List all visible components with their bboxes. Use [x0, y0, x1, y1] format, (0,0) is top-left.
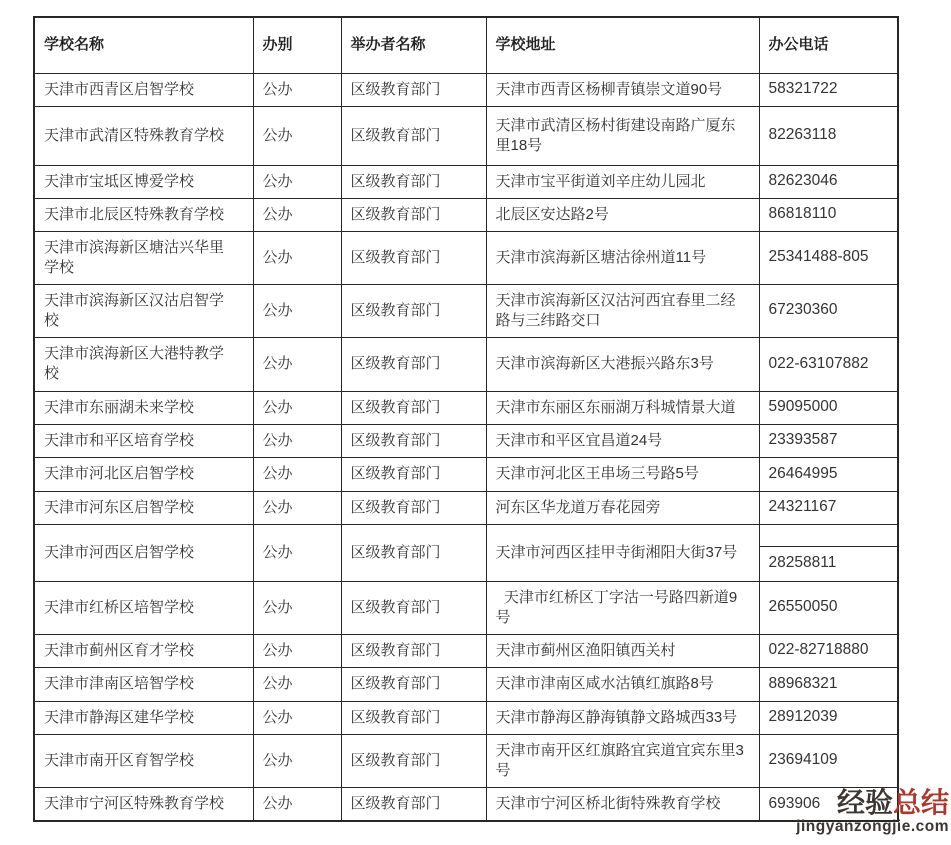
- school-address-cell: 天津市宝平街道刘辛庄幼儿园北: [486, 165, 759, 198]
- school-type-cell: 公办: [253, 734, 341, 787]
- table-row: [34, 524, 898, 581]
- office-phone-cell: 25341488-805: [759, 231, 898, 284]
- school-type-cell: 公办: [253, 787, 341, 821]
- organizer-cell: 区级教育部门: [341, 165, 486, 198]
- table-row: [34, 337, 898, 391]
- school-name-cell: 天津市北辰区特殊教育学校: [34, 198, 253, 231]
- school-address-cell: 天津市静海区静海镇静文路城西33号: [486, 701, 759, 734]
- school-address-cell: 天津市和平区宜昌道24号: [486, 424, 759, 457]
- watermark-text-red: 总结: [892, 787, 949, 818]
- school-name-cell: 天津市南开区育智学校: [34, 734, 253, 787]
- school-address-cell: 天津市东丽区东丽湖万科城情景大道: [486, 391, 759, 424]
- table-row: [34, 231, 898, 284]
- table-row: [34, 581, 898, 634]
- office-phone-cell: 26550050: [759, 581, 898, 634]
- organizer-cell: 区级教育部门: [341, 198, 486, 231]
- organizer-cell: 区级教育部门: [341, 667, 486, 701]
- school-address-cell: 天津市宁河区桥北街特殊教育学校: [486, 787, 759, 821]
- table-row: [34, 491, 898, 524]
- school-name-cell: 天津市河东区启智学校: [34, 491, 253, 524]
- table-row: [34, 667, 898, 701]
- organizer-cell: 区级教育部门: [341, 337, 486, 391]
- school-type-cell: 公办: [253, 457, 341, 491]
- school-name-cell: 天津市东丽湖未来学校: [34, 391, 253, 424]
- office-phone-cell: 23694109: [759, 734, 898, 787]
- organizer-cell: 区级教育部门: [341, 787, 486, 821]
- school-type-cell: 公办: [253, 284, 341, 337]
- organizer-cell: 区级教育部门: [341, 284, 486, 337]
- organizer-cell: 区级教育部门: [341, 634, 486, 667]
- school-name-cell: 天津市武清区特殊教育学校: [34, 106, 253, 165]
- school-name-cell: 天津市蓟州区育才学校: [34, 634, 253, 667]
- school-name-cell: 天津市滨海新区塘沽兴华里学校: [34, 231, 253, 284]
- organizer-cell: 区级教育部门: [341, 106, 486, 165]
- office-phone-cell: 88968321: [759, 667, 898, 701]
- organizer-cell: 区级教育部门: [341, 391, 486, 424]
- office-phone-cell: 82263118: [759, 106, 898, 165]
- table-row: [34, 165, 898, 198]
- school-address-cell: 天津市红桥区丁字沽一号路四新道9号: [486, 581, 759, 634]
- school-type-cell: 公办: [253, 491, 341, 524]
- schools-table: [33, 16, 899, 822]
- school-name-cell: 天津市河北区启智学校: [34, 457, 253, 491]
- school-address-cell: 天津市滨海新区大港振兴路东3号: [486, 337, 759, 391]
- school-type-cell: 公办: [253, 198, 341, 231]
- organizer-cell: 区级教育部门: [341, 524, 486, 581]
- table-row: [34, 106, 898, 165]
- school-type-cell: 公办: [253, 634, 341, 667]
- office-phone-cell: 23393587: [759, 424, 898, 457]
- school-address-cell: 天津市蓟州区渔阳镇西关村: [486, 634, 759, 667]
- table-row: [34, 701, 898, 734]
- office-phone-cell: 58321722: [759, 73, 898, 106]
- empty-phone-subcell: [760, 525, 898, 547]
- office-phone-cell: 67230360: [759, 284, 898, 337]
- organizer-cell: 区级教育部门: [341, 424, 486, 457]
- office-phone-cell: 022-63107882: [759, 337, 898, 391]
- school-type-cell: 公办: [253, 524, 341, 581]
- table-row: [34, 73, 898, 106]
- office-phone-cell-split: [759, 524, 898, 581]
- office-phone-cell: 022-82718880: [759, 634, 898, 667]
- organizer-cell: 区级教育部门: [341, 491, 486, 524]
- school-name-cell: 天津市津南区培智学校: [34, 667, 253, 701]
- office-phone-cell: 82623046: [759, 165, 898, 198]
- table-row: [34, 391, 898, 424]
- office-phone-cell: 28912039: [759, 701, 898, 734]
- organizer-cell: 区级教育部门: [341, 73, 486, 106]
- table-row: [34, 734, 898, 787]
- header-phone: 办公电话: [759, 17, 898, 73]
- table-row: [34, 787, 898, 821]
- header-row: [34, 17, 898, 73]
- school-type-cell: 公办: [253, 581, 341, 634]
- school-type-cell: 公办: [253, 424, 341, 457]
- school-type-cell: 公办: [253, 73, 341, 106]
- school-address-cell: 河东区华龙道万春花园旁: [486, 491, 759, 524]
- school-type-cell: 公办: [253, 391, 341, 424]
- school-type-cell: 公办: [253, 701, 341, 734]
- office-phone-subcell: 28258811: [768, 554, 837, 572]
- table-row: [34, 284, 898, 337]
- school-name-cell: 天津市河西区启智学校: [34, 524, 253, 581]
- watermark-url: jingyanzongjie.com: [796, 818, 949, 835]
- organizer-cell: 区级教育部门: [341, 734, 486, 787]
- school-type-cell: 公办: [253, 231, 341, 284]
- organizer-cell: 区级教育部门: [341, 581, 486, 634]
- school-type-cell: 公办: [253, 106, 341, 165]
- school-address-cell: 天津市河西区挂甲寺街湘阳大街37号: [486, 524, 759, 581]
- header-school-name: 学校名称: [34, 17, 253, 73]
- school-address-cell: 天津市武清区杨村街建设南路广厦东里18号: [486, 106, 759, 165]
- school-name-cell: 天津市宁河区特殊教育学校: [34, 787, 253, 821]
- school-address-cell: 天津市滨海新区汉沽河西宜春里二经路与三纬路交口: [486, 284, 759, 337]
- school-name-cell: 天津市静海区建华学校: [34, 701, 253, 734]
- header-organizer: 举办者名称: [341, 17, 486, 73]
- school-address-cell: 天津市南开区红旗路宜宾道宜宾东里3号: [486, 734, 759, 787]
- school-name-cell: 天津市红桥区培智学校: [34, 581, 253, 634]
- school-address-cell: 天津市滨海新区塘沽徐州道11号: [486, 231, 759, 284]
- school-name-cell: 天津市西青区启智学校: [34, 73, 253, 106]
- school-address-cell: 天津市西青区杨柳青镇崇文道90号: [486, 73, 759, 106]
- school-address-cell: 天津市河北区王串场三号路5号: [486, 457, 759, 491]
- school-name-cell: 天津市滨海新区大港特教学校: [34, 337, 253, 391]
- school-name-cell: 天津市和平区培育学校: [34, 424, 253, 457]
- school-address-cell: 北辰区安达路2号: [486, 198, 759, 231]
- school-type-cell: 公办: [253, 667, 341, 701]
- office-phone-cell: 86818110: [759, 198, 898, 231]
- table-row: [34, 424, 898, 457]
- watermark-logo-text: [796, 789, 949, 817]
- watermark-text-gray: 经验: [836, 787, 893, 818]
- office-phone-cell: 26464995: [759, 457, 898, 491]
- school-type-cell: 公办: [253, 337, 341, 391]
- watermark: [796, 789, 949, 835]
- office-phone-cell: 24321167: [759, 491, 898, 524]
- organizer-cell: 区级教育部门: [341, 457, 486, 491]
- table-row: [34, 457, 898, 491]
- header-address: 学校地址: [486, 17, 759, 73]
- organizer-cell: 区级教育部门: [341, 701, 486, 734]
- organizer-cell: 区级教育部门: [341, 231, 486, 284]
- school-type-cell: 公办: [253, 165, 341, 198]
- header-school-type: 办别: [253, 17, 341, 73]
- office-phone-cell: 59095000: [759, 391, 898, 424]
- school-name-cell: 天津市宝坻区博爱学校: [34, 165, 253, 198]
- office-phone-cell: 693906: [759, 787, 898, 821]
- table-row: [34, 634, 898, 667]
- school-address-cell: 天津市津南区咸水沽镇红旗路8号: [486, 667, 759, 701]
- table-row: [34, 198, 898, 231]
- school-name-cell: 天津市滨海新区汉沽启智学校: [34, 284, 253, 337]
